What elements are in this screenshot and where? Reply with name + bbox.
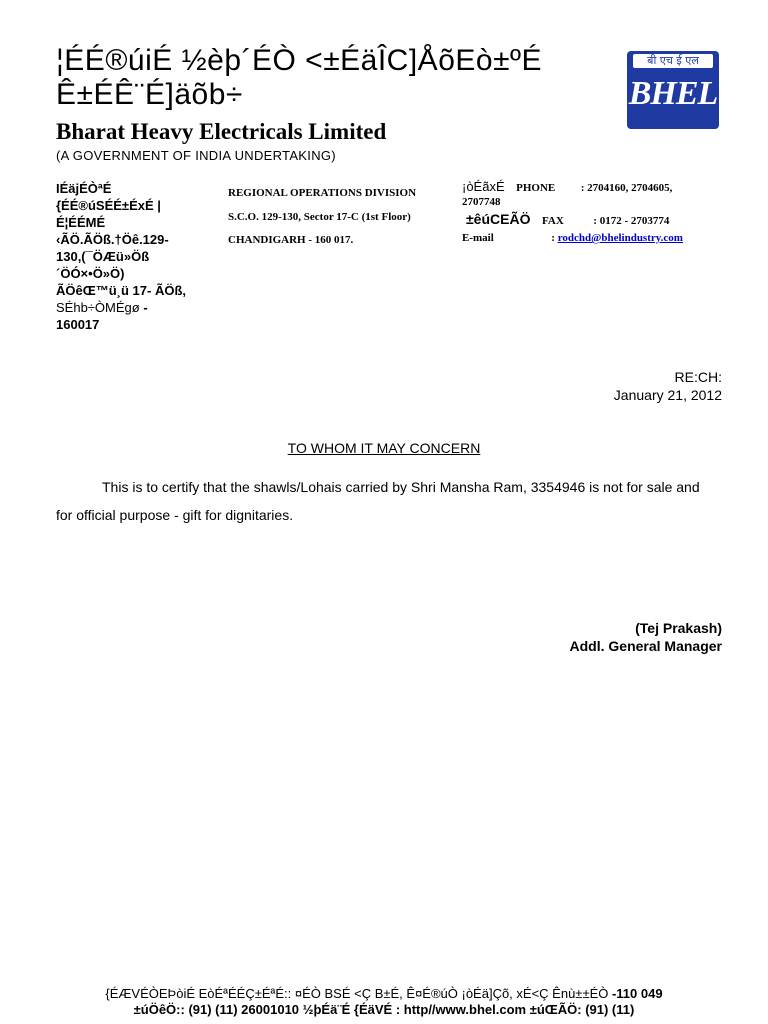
letter-body xyxy=(56,473,716,529)
logo-mark-text: BHEL xyxy=(628,75,718,112)
email-label: E-mail xyxy=(462,232,494,244)
phone-label: PHONE xyxy=(516,182,556,194)
hindi-title-line-1: ¦ÉÉ®úiÉ ½èþ´ÉÒ <±ÉäÎC]ÅõEò±ºÉ xyxy=(56,44,543,77)
signatory-name: (Tej Prakash) xyxy=(635,620,722,636)
hindi-address-pin-dash: - xyxy=(143,300,148,315)
fax-label: FAX xyxy=(541,215,564,227)
footer-address: {ÉÆVÉÒEÞòiÉ EòÉªÉÉÇ±ÉªÉ:: ¤ÉÒ BSÉ <Ç B±É, Ê¤É®úÒ ¡òÉä]Çõ, xÉ<Ç Ênù±±ÉÒ xyxy=(105,986,612,1001)
email-link[interactable]: rodchd@bhelindustry.com xyxy=(557,232,683,244)
company-subtitle: (A GOVERNMENT OF INDIA UNDERTAKING) xyxy=(56,148,336,163)
letter-subject: TO WHOM IT MAY CONCERN xyxy=(287,440,481,456)
footer-pin: -110 049 xyxy=(611,986,663,1001)
hindi-company-title xyxy=(56,44,676,112)
hindi-address-line: É¦ÉÉMÉ xyxy=(56,215,106,230)
bhel-logo xyxy=(627,51,719,129)
footer-line-1 xyxy=(56,986,712,1002)
signature-block xyxy=(570,619,722,655)
reference-code: RE:CH: xyxy=(674,369,722,385)
letter-footer xyxy=(56,986,712,1018)
footer-line-2: ±úÖêÖ:: (91) (11) 26001010 ½þÉä¨É {ÉäVÉ : http//www.bhel.com ±úŒÃÖ: (91) (11) xyxy=(133,1002,635,1017)
signatory-title: Addl. General Manager xyxy=(569,638,722,654)
phone-value-2: 2707748 xyxy=(462,196,501,208)
fax-label-hindi: ±êúCEÃÖ xyxy=(466,211,531,227)
hindi-address-line: 130,(¯ÖÆü»Öß xyxy=(56,249,150,264)
phone-row xyxy=(462,179,672,194)
email-colon: : xyxy=(551,232,555,244)
address-city: CHANDIGARH - 160 017. xyxy=(228,234,354,246)
hindi-address-line: ‹ÃÖ.ÃÖß.†Öê.129- xyxy=(56,232,169,247)
hindi-address-pin: 160017 xyxy=(56,317,100,332)
english-address-block xyxy=(228,182,458,253)
hindi-address-city-line xyxy=(56,299,226,316)
hindi-address-line: IÉäjÉÒªÉ xyxy=(56,181,112,196)
fax-row xyxy=(466,211,669,227)
reference-block xyxy=(614,368,722,404)
hindi-address-line: {ÉÉ®úSÉÉ±ÉxÉ | xyxy=(56,198,161,213)
email-row xyxy=(462,232,683,244)
phone-value: : 2704160, 2704605, xyxy=(580,182,673,194)
logo-hindi-text: बी एच ई एल xyxy=(633,54,713,68)
hindi-address-block xyxy=(56,180,226,333)
company-name: Bharat Heavy Electricals Limited xyxy=(56,119,387,144)
hindi-address-line: ÃÖêŒ™ü¸ü 17- ÃÖß, xyxy=(56,283,187,298)
address-street: S.C.O. 129-130, Sector 17-C (1st Floor) xyxy=(228,210,411,223)
division-name: REGIONAL OPERATIONS DIVISION xyxy=(228,187,417,199)
letter-date: January 21, 2012 xyxy=(613,387,722,403)
hindi-address-line: ´ÖÓ×•Ö»Ö) xyxy=(56,266,125,281)
letter-body-text: This is to certify that the shawls/Lohais carried by Shri Mansha Ram, 3354946 is not for sale and for official purpose - gift for dignitaries. xyxy=(56,479,700,523)
phone-label-hindi: ¡òÉãxÉ xyxy=(462,179,505,194)
hindi-address-city: SÉhb÷ÒMÉgø xyxy=(56,300,140,315)
hindi-title-line-2: Ê±ÉÊ¨É]äõb÷ xyxy=(56,78,243,111)
fax-value: : 0172 - 2703774 xyxy=(593,215,670,227)
